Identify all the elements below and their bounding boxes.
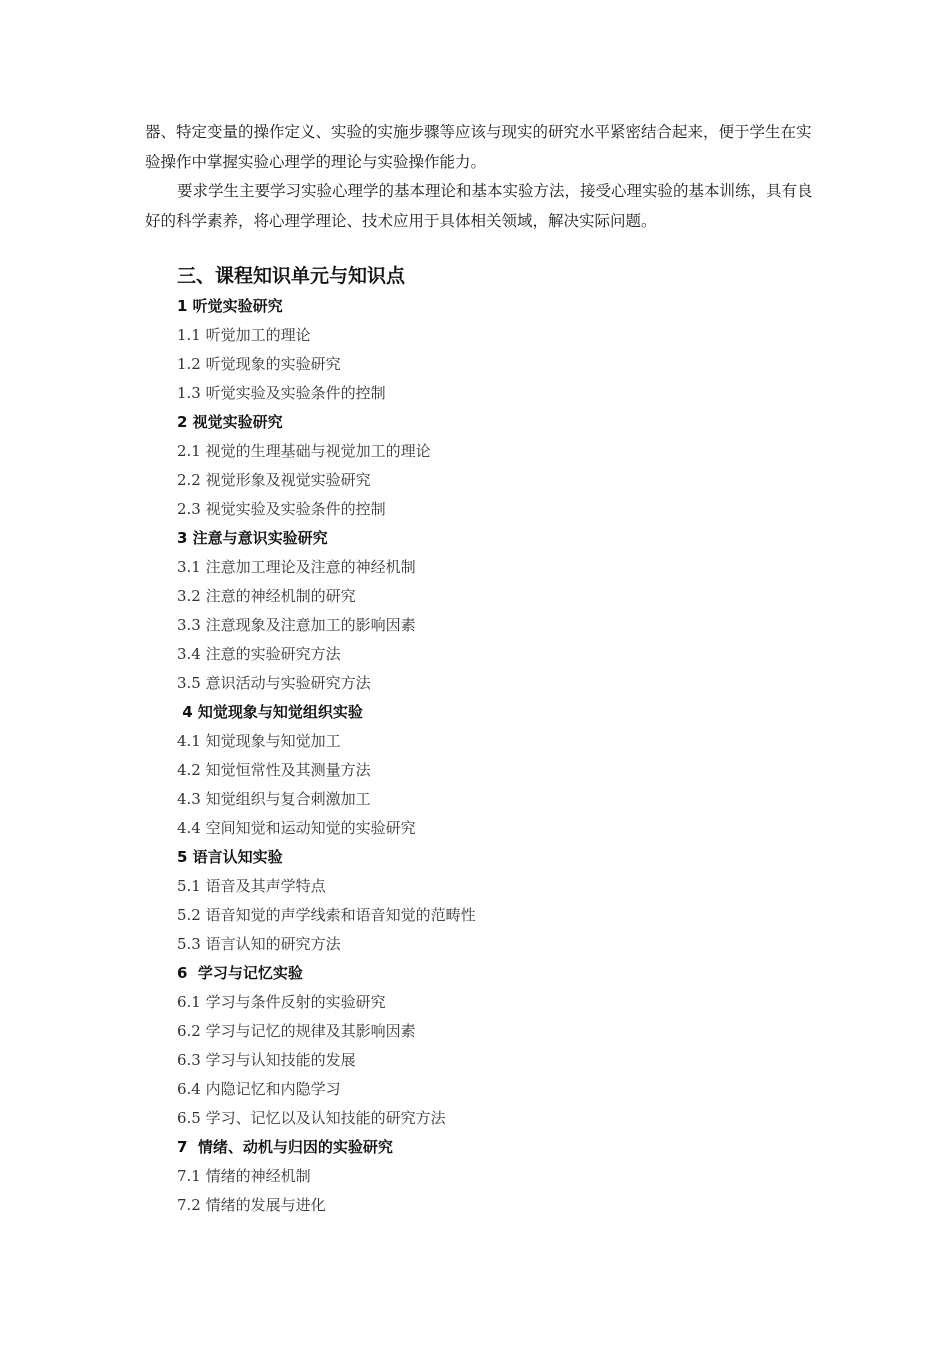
intro-text	[145, 118, 813, 236]
unit-title: 4 知觉现象与知觉组织实验	[177, 702, 363, 721]
knowledge-point: 4.2 知觉恒常性及其测量方法	[177, 760, 371, 779]
unit-title: 2 视觉实验研究	[177, 412, 283, 431]
knowledge-point: 6.2 学习与记忆的规律及其影响因素	[177, 1021, 416, 1040]
knowledge-point: 3.1 注意加工理论及注意的神经机制	[177, 557, 416, 576]
unit-title: 1 听觉实验研究	[177, 296, 283, 315]
knowledge-point: 3.3 注意现象及注意加工的影响因素	[177, 615, 416, 634]
knowledge-point: 5.3 语言认知的研究方法	[177, 934, 341, 953]
knowledge-point: 7.1 情绪的神经机制	[177, 1166, 311, 1185]
knowledge-points-list	[177, 553, 797, 698]
knowledge-point: 2.2 视觉形象及视觉实验研究	[177, 470, 371, 489]
knowledge-point: 1.2 听觉现象的实验研究	[177, 354, 341, 373]
knowledge-point: 1.3 听觉实验及实验条件的控制	[177, 383, 386, 402]
knowledge-unit	[177, 408, 797, 524]
knowledge-points-list	[177, 727, 797, 843]
unit-title: 5 语言认知实验	[177, 847, 283, 866]
knowledge-unit	[177, 698, 797, 843]
knowledge-point: 6.1 学习与条件反射的实验研究	[177, 992, 386, 1011]
knowledge-point: 6.5 学习、记忆以及认知技能的研究方法	[177, 1108, 446, 1127]
knowledge-points-list	[177, 1162, 797, 1220]
knowledge-point: 3.5 意识活动与实验研究方法	[177, 673, 371, 692]
intro-paragraph: 器、特定变量的操作定义、实验的实施步骤等应该与现实的研究水平紧密结合起来，便于学生在实验操作中掌握实验心理学的理论与实验操作能力。	[145, 123, 812, 171]
knowledge-point: 3.2 注意的神经机制的研究	[177, 586, 356, 605]
knowledge-point: 2.1 视觉的生理基础与视觉加工的理论	[177, 441, 431, 460]
knowledge-point: 6.4 内隐记忆和内隐学习	[177, 1079, 341, 1098]
knowledge-unit	[177, 524, 797, 698]
knowledge-point: 6.3 学习与认知技能的发展	[177, 1050, 356, 1069]
section-title: 三、课程知识单元与知识点	[177, 265, 406, 287]
knowledge-point: 5.1 语音及其声学特点	[177, 876, 326, 895]
knowledge-unit	[177, 1133, 797, 1220]
knowledge-points-list	[177, 988, 797, 1133]
knowledge-points-list	[177, 321, 797, 408]
knowledge-points-list	[177, 437, 797, 524]
knowledge-unit	[177, 292, 797, 408]
knowledge-point: 4.1 知觉现象与知觉加工	[177, 731, 341, 750]
knowledge-point: 7.2 情绪的发展与进化	[177, 1195, 326, 1214]
knowledge-point: 1.1 听觉加工的理论	[177, 325, 311, 344]
knowledge-point: 4.3 知觉组织与复合刺激加工	[177, 789, 371, 808]
intro-paragraph: 要求学生主要学习实验心理学的基本理论和基本实验方法，接受心理实验的基本训练，具有良好的科学素养，将心理学理论、技术应用于具体相关领域，解决实际问题。	[145, 182, 813, 230]
unit-title: 6 学习与记忆实验	[177, 963, 303, 982]
knowledge-points-list	[177, 872, 797, 959]
unit-title: 7 情绪、动机与归因的实验研究	[177, 1137, 393, 1156]
knowledge-units-list	[177, 292, 797, 1220]
knowledge-point: 5.2 语音知觉的声学线索和语音知觉的范畴性	[177, 905, 476, 924]
knowledge-point: 2.3 视觉实验及实验条件的控制	[177, 499, 386, 518]
knowledge-point: 3.4 注意的实验研究方法	[177, 644, 341, 663]
knowledge-point: 4.4 空间知觉和运动知觉的实验研究	[177, 818, 416, 837]
unit-title: 3 注意与意识实验研究	[177, 528, 328, 547]
knowledge-unit	[177, 843, 797, 959]
knowledge-unit	[177, 959, 797, 1133]
